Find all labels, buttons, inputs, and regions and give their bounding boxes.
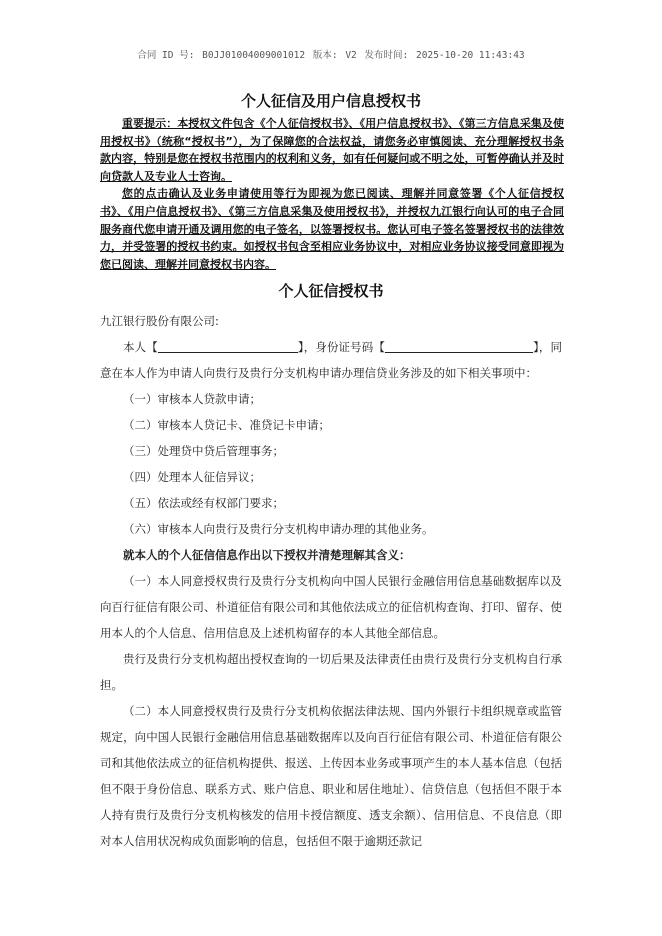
version: V2: [345, 50, 357, 61]
document-title: 个人征信及用户信息授权书: [240, 92, 421, 110]
version-label: 版本:: [312, 50, 338, 61]
addressee: 九江银行股份有限公司:: [100, 314, 219, 328]
section-title: 个人征信授权书: [278, 282, 384, 300]
intro-paragraph: [100, 334, 562, 386]
list-item: （三）处理贷中贷后管理事务；: [123, 444, 284, 458]
contract-id: B0JJ01004009001012: [202, 50, 306, 61]
authorization-body: [100, 308, 562, 854]
list-item: （五）依法或经有权部门要求；: [123, 496, 284, 510]
important-notice: [100, 115, 564, 273]
document-header: [0, 47, 662, 61]
clause-paragraph-1: （一）本人同意授权贵行及贵行分支机构向中国人民银行金融信用信息基础数据库以及向百行征信有限公司、朴道征信有限公司和其他依法成立的征信机构查询、打印、留存、使用本人的个人信息、信用信息及上述机构留存的本人其他全部信息。: [100, 574, 562, 640]
clause-paragraph-3: （二）本人同意授权贵行及贵行分支机构依据法律法规、国内外银行卡组织规章或监管规定，向中国人民银行金融信用信息基础数据库以及向百行征信有限公司、朴道征信有限公司和其他依法成立的征信机构提供、报送、上传因本业务或事项产生的本人基本信息（包括但不限于身份信息、联系方式、账户信息、职业和居住地址）、信贷信息（包括但不限于本人持有贵行及贵行分支机构核发的信用卡授信额度、透支余额）、信用信息、不良信息（即对本人信用状况构成负面影响的信息，包括但不限于逾期还款记: [100, 704, 562, 848]
clause-paragraph-2: 贵行及贵行分支机构超出授权查询的一切后果及法律责任由贵行及贵行分支机构自行承担。: [100, 652, 562, 692]
intro-mid: 】，身份证号码【: [297, 340, 385, 354]
authorization-statement: 就本人的个人征信信息作出以下授权并清楚理解其含义：: [123, 548, 411, 562]
contract-id-label: 合同 ID 号:: [137, 50, 195, 61]
publish-time-label: 发布时间:: [364, 50, 409, 61]
list-item: （一）审核本人贷款申请；: [123, 392, 261, 406]
notice-paragraph-1: 重要提示：本授权文件包含《个人征信授权书》、《用户信息授权书》、《第三方信息采集及使用授权书》（统称“授权书”），为了保障您的合法权益，请您务必审慎阅读、充分理解授权书条款内容，特别是您在授权书范围内的权利和义务，如有任何疑问或不明之处，可暂停确认并及时向贷款人及专业人士咨询。: [100, 117, 564, 183]
intro-suffix: 】，同意在本人作为申请人向贵行及贵行分支机构申请办理信贷业务涉及的如下相关事项中：: [100, 340, 563, 380]
id-number-blank-field[interactable]: [385, 339, 533, 353]
publish-time: 2025-10-20 11:43:43: [415, 50, 525, 61]
list-item: （二）审核本人贷记卡、准贷记卡申请；: [123, 418, 330, 432]
notice-paragraph-2: 您的点击确认及业务申请使用等行为即视为您已阅读、理解并同意签署《个人征信授权书》、《用户信息授权书》、《第三方信息采集及使用授权书》，并授权九江银行向认可的电子合同服务商代您申请开通及调用您的电子签名，以签署授权书。您认可电子签名签署授权书的法律效力，并受签署的授权书约束。如授权书包含至相应业务协议中，对相应业务协议接受同意即视为您已阅读、理解并同意授权书内容。: [100, 187, 564, 271]
list-item: （六）审核本人向贵行及贵行分支机构申请办理的其他业务。: [123, 522, 434, 536]
intro-prefix: 本人【: [123, 340, 158, 354]
list-item: （四）处理本人征信异议；: [123, 470, 261, 484]
name-blank-field[interactable]: [158, 339, 298, 353]
